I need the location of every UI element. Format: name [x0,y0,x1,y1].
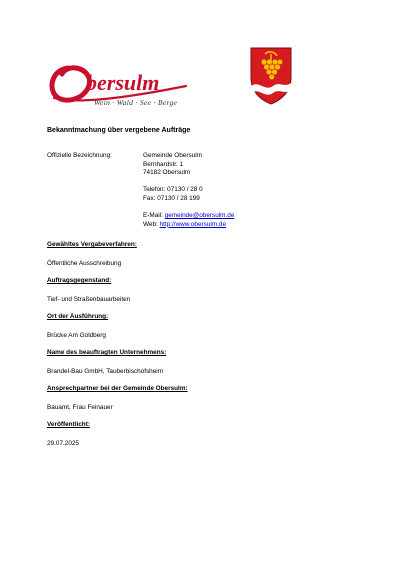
address-city: 74182 Obersulm [143,169,191,177]
logo-wordmark: bersulm [86,70,160,95]
award-details [47,241,367,457]
web-link[interactable]: http://www.obersulm.de [159,220,226,228]
section-heading: Name des beauftragten Unternehmens: [47,349,167,356]
email-label: E-Mail: [143,212,165,220]
grape-coat-of-arms-icon [249,46,293,106]
section-heading: Ansprechpartner bei der Gemeinde Obersulm: [47,385,188,392]
web-label: Web: [143,220,160,228]
section-value: 29.07.2025 [47,440,79,447]
section-value: Öffentliche Ausschreibung [47,260,122,267]
email-link[interactable]: gemeinde@obersulm.de [164,212,235,220]
fax-text: Fax: 07130 / 28 199 [143,194,200,202]
document-title: Bekanntmachung über vergebene Aufträge [47,127,191,134]
address-name: Gemeinde Obersulm [143,152,202,159]
section-value: Bauamt, Frau Feinauer [47,404,113,411]
section-value: Brandel-Bau GmbH, Tauberbischofsheim [47,368,164,375]
web-row [143,221,234,230]
section-heading: Veröffentlicht: [47,421,90,428]
section-heading: Gewähltes Vergabeverfahren: [47,241,137,248]
section-heading: Auftragsgegenstand: [47,277,112,284]
section-value: Tief- und Straßenbauarbeiten [47,296,131,303]
logo-tagline: Wein · Wald · See · Berge [94,98,178,107]
official-designation-label: Offizielle Bezeichnung: [47,152,112,159]
email-row [143,212,234,221]
section-heading: Ort der Ausführung: [47,313,109,320]
address-street: Bernhardstr. 1 [143,160,184,168]
section-value: Brücke Am Goldberg [47,332,106,339]
phone-text: Telefon: 07130 / 28 0 [143,186,203,194]
official-address-block [143,152,234,229]
